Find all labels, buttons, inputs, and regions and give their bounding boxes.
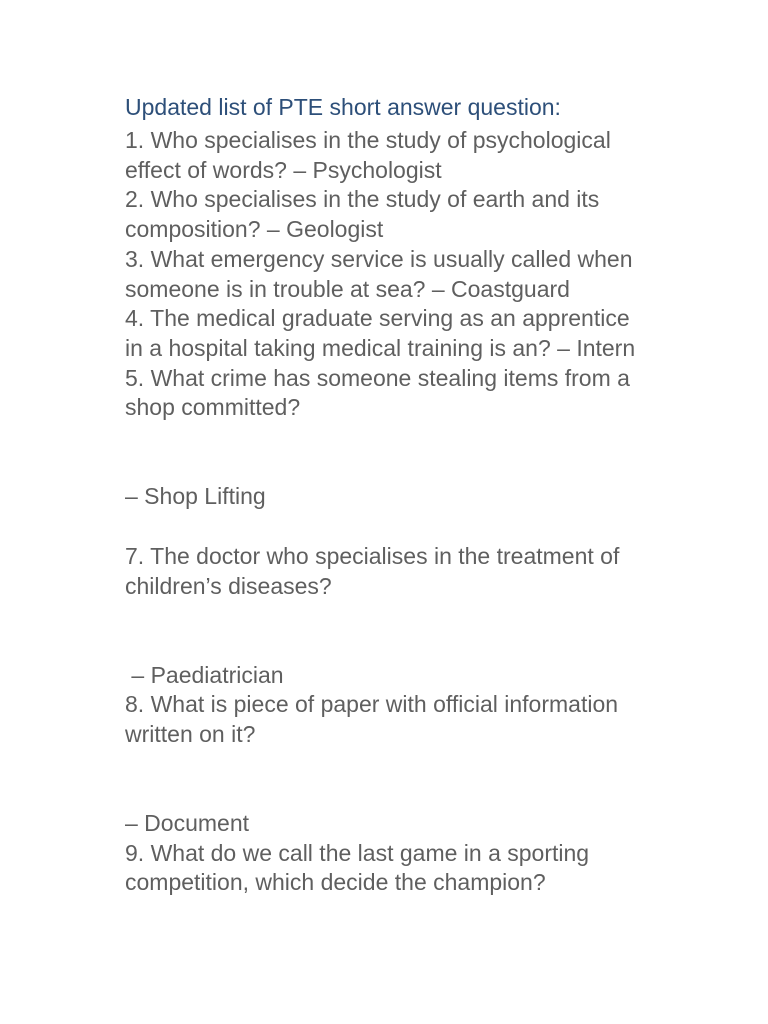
- text-line: 9. What do we call the last game in a sporting: [125, 839, 590, 866]
- text-line: 4. The medical graduate serving as an apprentice: [125, 305, 630, 332]
- text-line: 7. The doctor who specialises in the treatment of: [125, 542, 620, 569]
- blank-line: [125, 631, 725, 661]
- blank-line: [125, 779, 725, 809]
- text-line: composition? – Geologist: [125, 216, 384, 243]
- blank-line: [125, 423, 725, 453]
- text-line: 2. Who specialises in the study of earth and its: [125, 186, 600, 213]
- text-line: shop committed?: [125, 394, 301, 421]
- answer-paediatrician: – Paediatrician: [125, 661, 284, 688]
- text-line: 1. Who specialises in the study of psychological: [125, 127, 611, 153]
- blank-line: [125, 601, 725, 631]
- blank-line: [125, 750, 725, 780]
- text-line: 8. What is piece of paper with official information: [125, 691, 619, 718]
- text-line: in a hospital taking medical training is an? – Intern: [125, 334, 636, 361]
- answer-document: – Document: [125, 810, 250, 837]
- text-line: written on it?: [125, 720, 256, 747]
- text-line: someone is in trouble at sea? – Coastguard: [125, 275, 570, 302]
- answer-shop-lifting: – Shop Lifting: [125, 483, 266, 510]
- document-page: [125, 92, 725, 898]
- text-line: competition, which decide the champion?: [125, 869, 546, 896]
- document-body: [125, 126, 725, 898]
- text-line: 5. What crime has someone stealing items from a: [125, 364, 630, 391]
- blank-line: [125, 512, 725, 542]
- text-line: children’s diseases?: [125, 572, 332, 599]
- text-line: effect of words? – Psychologist: [125, 156, 442, 183]
- document-heading: Updated list of PTE short answer question:: [125, 94, 561, 120]
- text-line: 3. What emergency service is usually called when: [125, 245, 633, 272]
- blank-line: [125, 453, 725, 483]
